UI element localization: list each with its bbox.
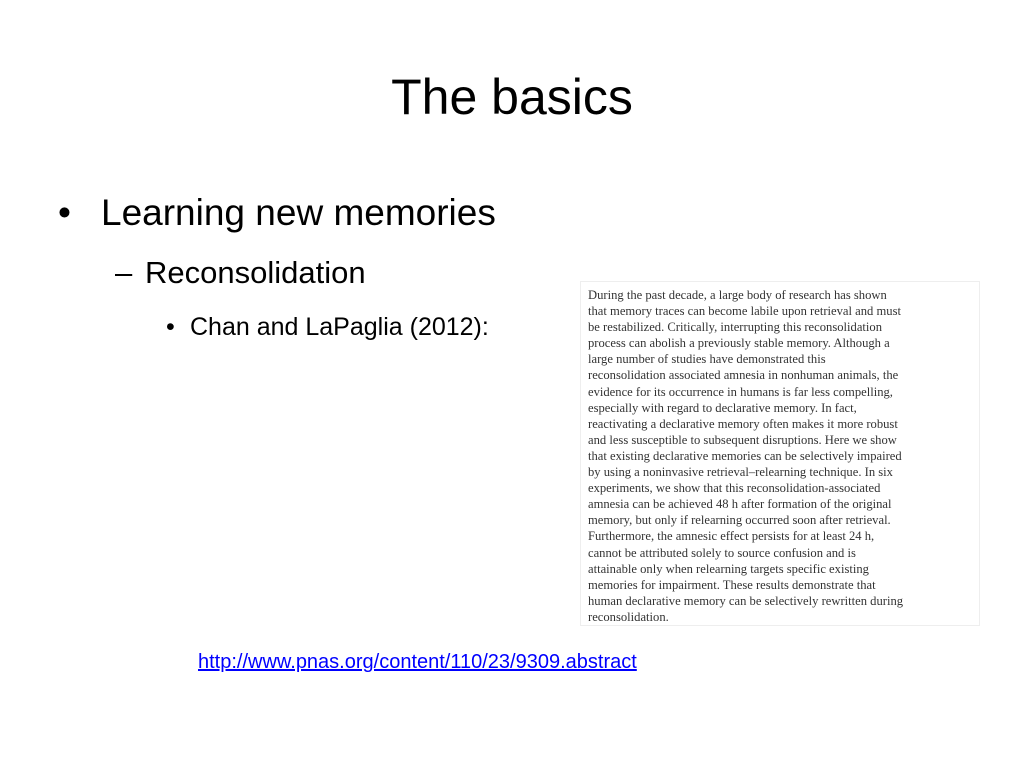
abstract-line: memory, but only if relearning occurred soon after retrieval.	[588, 513, 891, 528]
abstract-line: reconsolidation.	[588, 609, 669, 624]
abstract-line: human declarative memory can be selectively rewritten during	[588, 593, 904, 608]
abstract-text	[588, 287, 973, 625]
abstract-line: memories for impairment. These results demonstrate that	[588, 577, 876, 592]
abstract-line: reactivating a declarative memory often makes it more robust	[588, 416, 898, 431]
slide-title: The basics	[391, 69, 633, 125]
bullet-text: Chan and LaPaglia (2012):	[190, 313, 489, 341]
abstract-line: that memory traces can become labile upon retrieval and must	[588, 304, 901, 319]
abstract-line: large number of studies have demonstrated this	[588, 352, 826, 367]
abstract-line: that existing declarative memories can be selectively impaired	[588, 448, 902, 463]
abstract-line: experiments, we show that this reconsolidation-associated	[588, 481, 881, 496]
abstract-line: especially with regard to declarative memory. In fact,	[588, 400, 857, 415]
abstract-line: process can abolish a previously stable memory. Although a	[588, 336, 890, 351]
bullet-marker: •	[58, 192, 71, 233]
bullet-text: Reconsolidation	[145, 255, 366, 290]
abstract-line: and less susceptible to subsequent disruptions. Here we show	[588, 432, 897, 447]
abstract-excerpt-image	[580, 281, 980, 626]
abstract-line: Furthermore, the amnesic effect persists for at least 24 h,	[588, 529, 875, 544]
abstract-line: During the past decade, a large body of research has shown	[588, 288, 887, 302]
abstract-line: amnesia can be achieved 48 h after formation of the original	[588, 497, 892, 512]
source-link[interactable]: http://www.pnas.org/content/110/23/9309.abstract	[198, 651, 637, 673]
abstract-line: reconsolidation associated amnesia in nonhuman animals, the	[588, 368, 899, 383]
abstract-line: attainable only when relearning targets specific existing	[588, 561, 869, 576]
dash-marker: –	[115, 255, 133, 290]
bullet-marker: •	[166, 313, 175, 341]
abstract-line: be restabilized. Critically, interrupting this reconsolidation	[588, 320, 883, 335]
abstract-line: by using a noninvasive retrieval–relearning technique. In six	[588, 465, 893, 480]
abstract-line: cannot be attributed solely to source confusion and is	[588, 545, 856, 560]
abstract-line: evidence for its occurrence in humans is far less compelling,	[588, 384, 893, 399]
bullet-text: Learning new memories	[101, 192, 496, 233]
